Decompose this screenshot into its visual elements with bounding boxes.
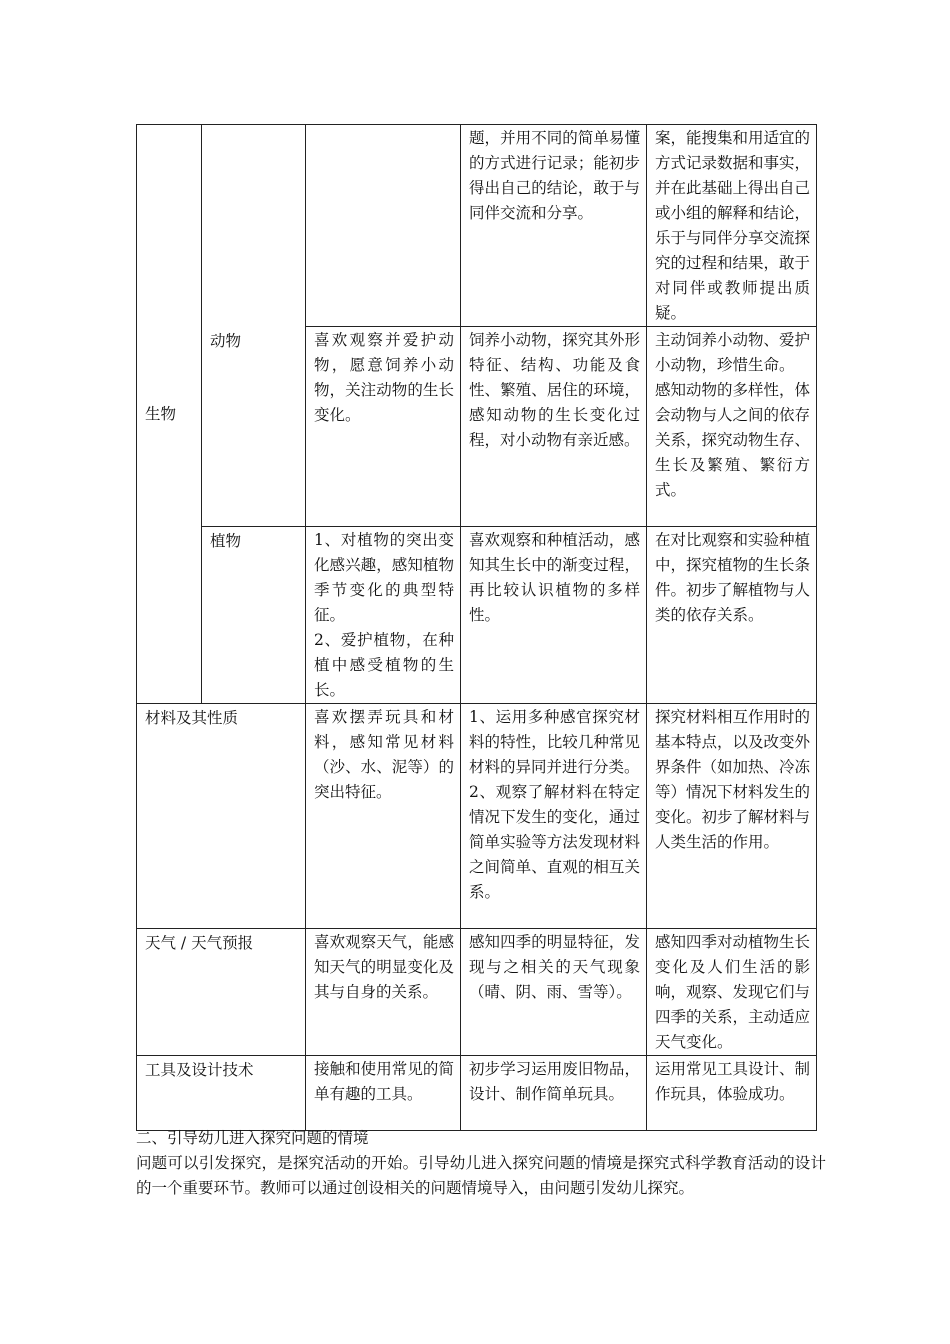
table-cell-empty: [306, 125, 461, 327]
table-row-weather: [137, 929, 817, 1056]
row-label-plants: 植物: [202, 527, 306, 704]
table-cell-text: 题，并用不同的简单易懂的方式进行记录；能初步得出自己的结论，敢于与同伴交流和分享。: [461, 125, 647, 327]
table-row-animals: [137, 327, 817, 527]
table-cell-text: 喜欢观察并爱护动物，愿意饲养小动物，关注动物的生长变化。: [306, 327, 461, 527]
row-label-materials: 材料及其性质: [137, 704, 306, 929]
section-heading: 二、引导幼儿进入探究问题的情境: [136, 1129, 369, 1147]
row-label-biology: 生物: [137, 125, 202, 704]
table-cell-text: 接触和使用常见的简单有趣的工具。: [306, 1056, 461, 1131]
table-row-plants: [137, 527, 817, 704]
table-row-continuation: [137, 125, 817, 327]
table-cell-text: 饲养小动物，探究其外形特征、结构、功能及食性、繁殖、居住的环境，感知动物的生长变化过程，对小动物有亲近感。: [461, 327, 647, 527]
table-row-tools: [137, 1056, 817, 1131]
table-cell-empty: [202, 125, 306, 327]
table-cell-text: 喜欢观察天气，能感知天气的明显变化及其与自身的关系。: [306, 929, 461, 1056]
table-cell-text: 1、对植物的突出变化感兴趣，感知植物季节变化的典型特征。 2、爱护植物，在种植中感受植物的生长。: [306, 527, 461, 704]
row-label-weather: 天气 / 天气预报: [137, 929, 306, 1056]
section-paragraph: 问题可以引发探究，是探究活动的开始。引导幼儿进入探究问题的情境是探究式科学教育活动的设计的一个重要环节。教师可以通过创设相关的问题情境导入，由问题引发幼儿探究。: [136, 1154, 826, 1197]
table-cell-text: 喜欢摆弄玩具和材料，感知常见材料（沙、水、泥等）的突出特征。: [306, 704, 461, 929]
table-cell-text: 感知四季的明显特征，发现与之相关的天气现象（晴、阴、雨、雪等）。: [461, 929, 647, 1056]
table-cell-text: 探究材料相互作用时的基本特点，以及改变外界条件（如加热、冷冻等）情况下材料发生的变化。初步了解材料与人类生活的作用。: [647, 704, 817, 929]
row-label-tools: 工具及设计技术: [137, 1056, 306, 1131]
table-cell-text: 初步学习运用废旧物品，设计、制作简单玩具。: [461, 1056, 647, 1131]
table-cell-text: 在对比观察和实验种植中，探究植物的生长条件。初步了解植物与人类的依存关系。: [647, 527, 817, 704]
science-content-table: [136, 124, 817, 1131]
table-row-materials: [137, 704, 817, 929]
row-label-animals: 动物: [202, 327, 306, 527]
table-cell-text: 感知四季对动植物生长变化及人们生活的影响，观察、发现它们与四季的关系，主动适应天气变化。: [647, 929, 817, 1056]
table-cell-text: 主动饲养小动物、爱护小动物，珍惜生命。 感知动物的多样性，体会动物与人之间的依存关系，探究动物生存、生长及繁殖、繁衍方式。: [647, 327, 817, 527]
table-cell-text: 喜欢观察和种植活动，感知其生长中的渐变过程，再比较认识植物的多样性。: [461, 527, 647, 704]
table-cell-text: 1、运用多种感官探究材料的特性，比较几种常见材料的异同并进行分类。 2、观察了解材料在特定情况下发生的变化，通过简单实验等方法发现材料之间简单、直观的相互关系。: [461, 704, 647, 929]
table-cell-text: 运用常见工具设计、制作玩具，体验成功。: [647, 1056, 817, 1131]
table-cell-text: 案，能搜集和用适宜的方式记录数据和事实，并在此基础上得出自己或小组的解释和结论，乐于与同伴分享交流探究的过程和结果，敢于对同伴或教师提出质疑。: [647, 125, 817, 327]
